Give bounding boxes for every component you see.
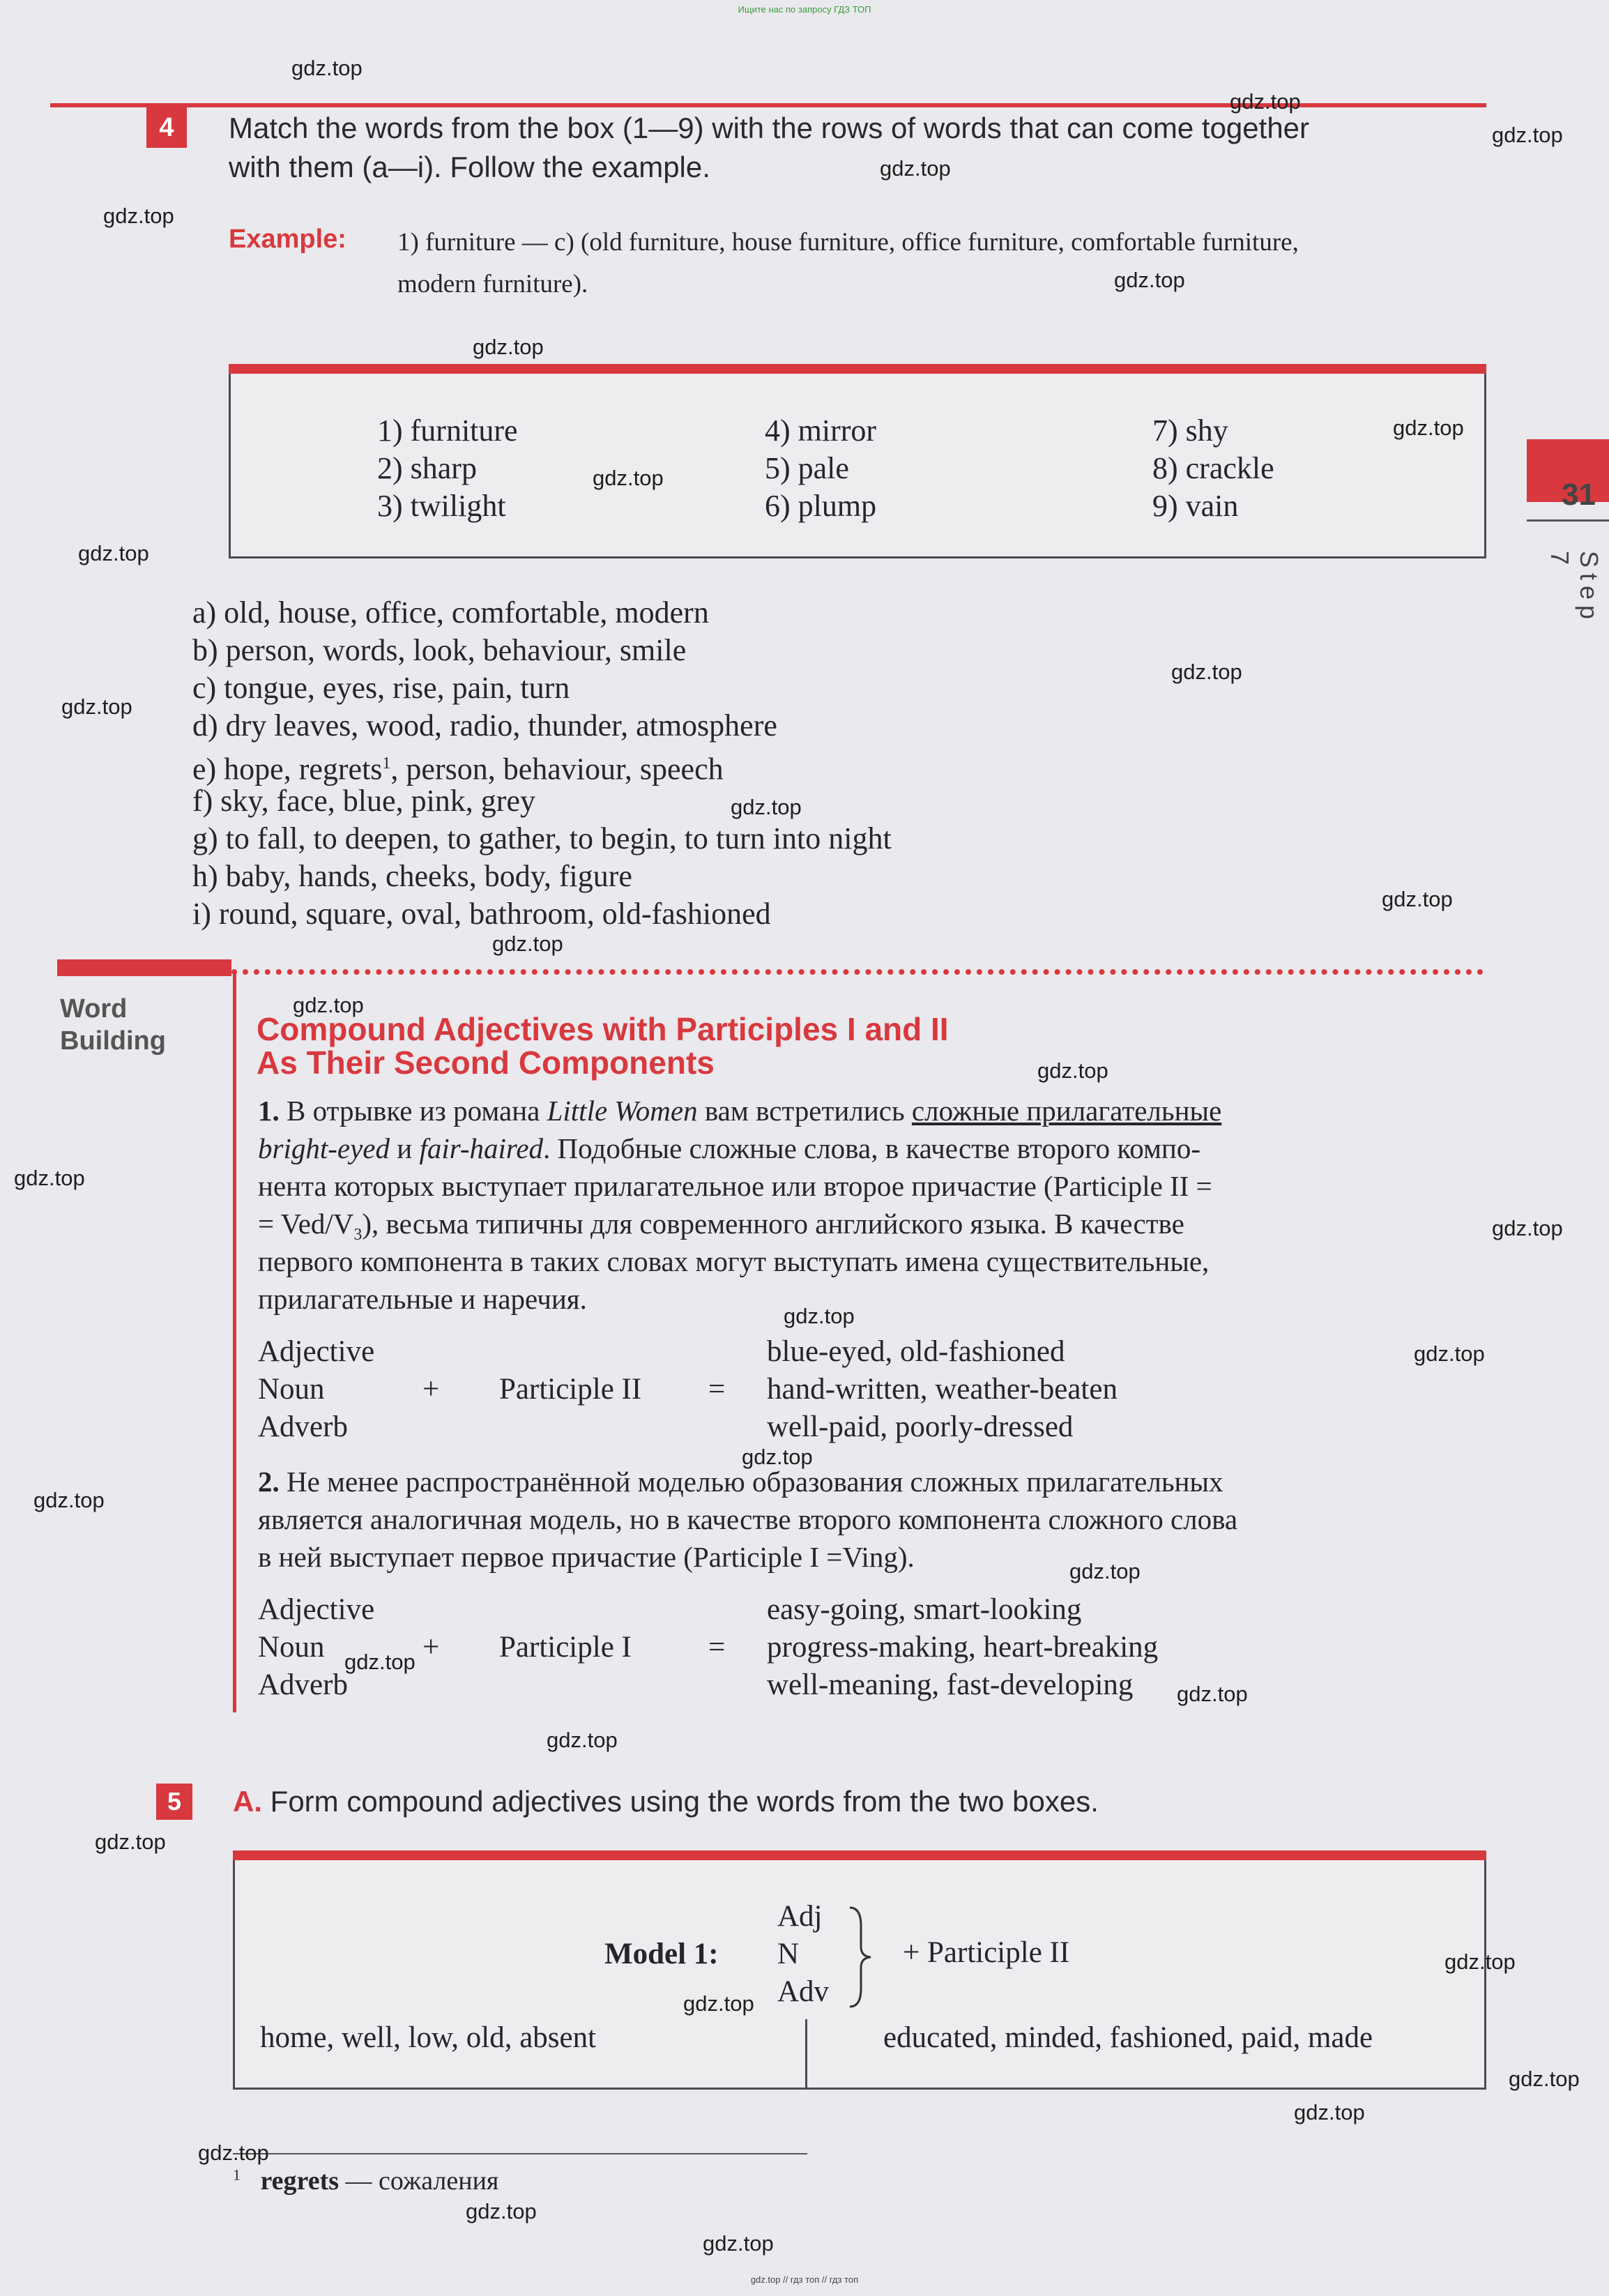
model-a-adverb: Adverb (258, 1411, 348, 1443)
model-b-equals: = (708, 1631, 726, 1664)
word-box-bar (229, 364, 1486, 374)
step-label: Step 7 (1546, 551, 1603, 625)
model-stack-adj: Adj (777, 1900, 823, 1933)
model-b-noun: Noun (258, 1631, 325, 1664)
model-a-plus: + (422, 1373, 440, 1406)
row-d: d) dry leaves, wood, radio, thunder, atmosphere (192, 708, 777, 743)
p1-text-c: и (389, 1132, 420, 1164)
word-box (229, 374, 1486, 558)
model-1-label: Model 1: (604, 1938, 719, 1970)
p2-text: Не менее распространённой моделью образования сложных прилагательных (279, 1466, 1223, 1498)
p1-line4-b: ), весьма типичны для современного английского языка. В качестве (362, 1208, 1184, 1240)
exercise-5-number: 5 (156, 1784, 192, 1820)
exercise-4-instruction-1: Match the words from the box (1—9) with the rows of words that can come together (229, 112, 1310, 144)
page-number: 31 (1562, 478, 1596, 512)
watermark-text: gdz.top (14, 1166, 85, 1190)
p2-number: 2. (258, 1466, 280, 1498)
watermark-text: gdz.top (593, 466, 664, 490)
model-a-noun: Noun (258, 1373, 325, 1406)
model-b-example-2: progress-making, heart-breaking (767, 1631, 1159, 1664)
watermark-text: gdz.top (95, 1830, 166, 1854)
watermark-text: gdz.top (742, 1445, 813, 1469)
footnote-mark: 1 (233, 2166, 241, 2184)
example-label: Example: (229, 225, 346, 254)
model-b-example-3: well-meaning, fast-developing (767, 1668, 1134, 1701)
word-building-title-2: As Their Second Components (257, 1044, 715, 1081)
model-b-example-1: easy-going, smart-looking (767, 1593, 1082, 1626)
footnote (233, 2166, 498, 2196)
paragraph-1-line-2 (258, 1130, 1200, 1167)
watermark-text: gdz.top (784, 1304, 855, 1328)
watermark-text: gdz.top (1069, 1559, 1141, 1583)
watermark-text: gdz.top (103, 204, 174, 228)
p1-line4-a: = Ved/V (258, 1208, 354, 1240)
paragraph-1-line-6: прилагательные и наречия. (258, 1283, 587, 1315)
model-stack-adv: Adv (777, 1975, 830, 2008)
box-item: 9) vain (1152, 489, 1239, 523)
word-building-label-2: Building (60, 1026, 166, 1056)
watermark-text: gdz.top (344, 1650, 415, 1674)
watermark-text: gdz.top (1509, 2067, 1580, 2091)
model-b-adverb: Adverb (258, 1668, 348, 1701)
footnote-ref: 1 (382, 754, 391, 773)
box-item: 2) sharp (377, 451, 477, 485)
exercise-5-text: Form compound adjectives using the words from the two boxes. (270, 1785, 1099, 1818)
watermark-text: gdz.top (731, 795, 802, 819)
exercise-5-box-bar (233, 1850, 1486, 1860)
watermark-text: gdz.top (466, 2199, 537, 2223)
brace-icon (846, 1905, 874, 2009)
watermark-text: gdz.top (547, 1728, 618, 1752)
watermark-text: gdz.top (1114, 268, 1185, 292)
top-banner: Ищите нас по запросу ГДЗ ТОП (738, 4, 871, 15)
p1-text-a: В отрывке из романа (279, 1095, 547, 1127)
model-a-example-2: hand-written, weather-beaten (767, 1373, 1118, 1406)
watermark-text: gdz.top (78, 541, 149, 565)
model-b-participle: Participle I (499, 1631, 632, 1664)
paragraph-1-line-1 (258, 1092, 1401, 1130)
watermark-text: gdz.top (1171, 660, 1242, 684)
paragraph-2-line-1 (258, 1463, 1223, 1500)
watermark-text: gdz.top (1492, 1216, 1563, 1240)
box-item: 1) furniture (377, 413, 518, 448)
paragraph-1-line-3: нента которых выступает прилагательное или второе причастие (Participle II = (258, 1170, 1212, 1202)
box-item: 8) crackle (1152, 451, 1274, 485)
model-a-participle: Participle II (499, 1373, 642, 1406)
watermark-text: gdz.top (291, 56, 363, 80)
model-b-adjective: Adjective (258, 1593, 375, 1626)
exercise-4-instruction-2: with them (a—i). Follow the example. (229, 151, 710, 183)
p1-line4-sub: 3 (353, 1226, 363, 1245)
box-item: 4) mirror (765, 413, 877, 448)
watermark-text: gdz.top (1294, 2100, 1365, 2124)
box-item: 5) pale (765, 451, 849, 485)
box-item: 7) shy (1152, 413, 1228, 448)
paragraph-2-line-3: в ней выступает первое причастие (Participle I =Ving). (258, 1541, 915, 1573)
row-b: b) person, words, look, behaviour, smile (192, 633, 687, 667)
word-building-dotted-rule (231, 969, 1484, 975)
p1-text-b: вам встретились (697, 1095, 912, 1127)
box-item: 6) plump (765, 489, 877, 523)
box-item: 3) twilight (377, 489, 506, 523)
word-building-label-1: Word (60, 994, 128, 1024)
exercise-5-part: A. (233, 1785, 262, 1818)
p1-novel: Little Women (547, 1095, 698, 1127)
watermark-text: gdz.top (33, 1488, 105, 1512)
row-e-rest: , person, behaviour, speech (390, 752, 724, 786)
row-i: i) round, square, oval, bathroom, old-fashioned (192, 897, 771, 931)
model-result: + Participle II (903, 1936, 1070, 1969)
left-words: home, well, low, old, absent (260, 2021, 597, 2054)
watermark-text: gdz.top (1177, 1682, 1248, 1706)
watermark-text: gdz.top (1492, 123, 1563, 147)
box-divider (805, 2019, 807, 2088)
watermark-text: gdz.top (1393, 416, 1464, 440)
watermark-text: gdz.top (1414, 1341, 1485, 1366)
p1-number: 1. (258, 1095, 280, 1127)
watermark-text: gdz.top (880, 156, 951, 181)
row-a: a) old, house, office, comfortable, modern (192, 595, 709, 630)
row-e-text: e) hope, regrets (192, 752, 383, 786)
watermark-text: gdz.top (1382, 887, 1453, 911)
watermark-text: gdz.top (1444, 1949, 1516, 1974)
exercise-5-instruction (233, 1782, 1099, 1821)
exercise-5-box (233, 1860, 1486, 2090)
model-b-plus: + (422, 1631, 440, 1664)
exercise-4-number: 4 (146, 107, 187, 148)
word-building-vertical-rule (233, 971, 236, 1712)
p1-text-d: . Подобные сложные слова, в качестве второго компо- (543, 1132, 1201, 1164)
row-c: c) tongue, eyes, rise, pain, turn (192, 671, 570, 705)
watermark-text: gdz.top (198, 2141, 269, 2165)
row-f: f) sky, face, blue, pink, grey (192, 784, 535, 818)
paragraph-1-line-5: первого компонента в таких словах могут выступать имена существительные, (258, 1245, 1210, 1277)
word-building-title-1: Compound Adjectives with Participles I and II (257, 1011, 949, 1047)
step-divider (1527, 519, 1609, 522)
row-h: h) baby, hands, cheeks, body, figure (192, 859, 632, 893)
row-g: g) to fall, to deepen, to gather, to begin, to turn into night (192, 821, 892, 856)
watermark-text: gdz.top (1230, 89, 1301, 114)
watermark-text: gdz.top (683, 1991, 754, 2016)
model-a-example-3: well-paid, poorly-dressed (767, 1411, 1074, 1443)
model-stack-n: N (777, 1938, 800, 1970)
bottom-banner: gdz.top // гдз топ // гдз топ (750, 2274, 859, 2285)
example-line-1: 1) furniture — c) (old furniture, house furniture, office furniture, comfortable furniture, (397, 228, 1299, 257)
right-words: educated, minded, fashioned, paid, made (883, 2021, 1373, 2054)
watermark-text: gdz.top (492, 932, 563, 956)
footnote-definition: — сожаления (339, 2166, 499, 2196)
watermark-text: gdz.top (473, 335, 544, 359)
model-a-equals: = (708, 1373, 726, 1406)
p1-word-2: fair-haired (419, 1132, 544, 1164)
watermark-text: gdz.top (61, 694, 132, 719)
word-building-tab (57, 959, 231, 976)
footnote-term: regrets (260, 2166, 340, 2196)
p1-underlined: сложные прилагательные (911, 1095, 1222, 1127)
model-a-adjective: Adjective (258, 1335, 375, 1368)
watermark-text: gdz.top (1037, 1058, 1108, 1083)
model-a-example-1: blue-eyed, old-fashioned (767, 1335, 1065, 1368)
watermark-text: gdz.top (293, 993, 364, 1017)
p1-word-1: bright-eyed (258, 1132, 390, 1164)
example-line-2: modern furniture). (397, 270, 588, 298)
footnote-rule (233, 2153, 807, 2154)
paragraph-2-line-2: является аналогичная модель, но в качестве второго компонента сложного слова (258, 1503, 1238, 1535)
watermark-text: gdz.top (703, 2231, 774, 2256)
